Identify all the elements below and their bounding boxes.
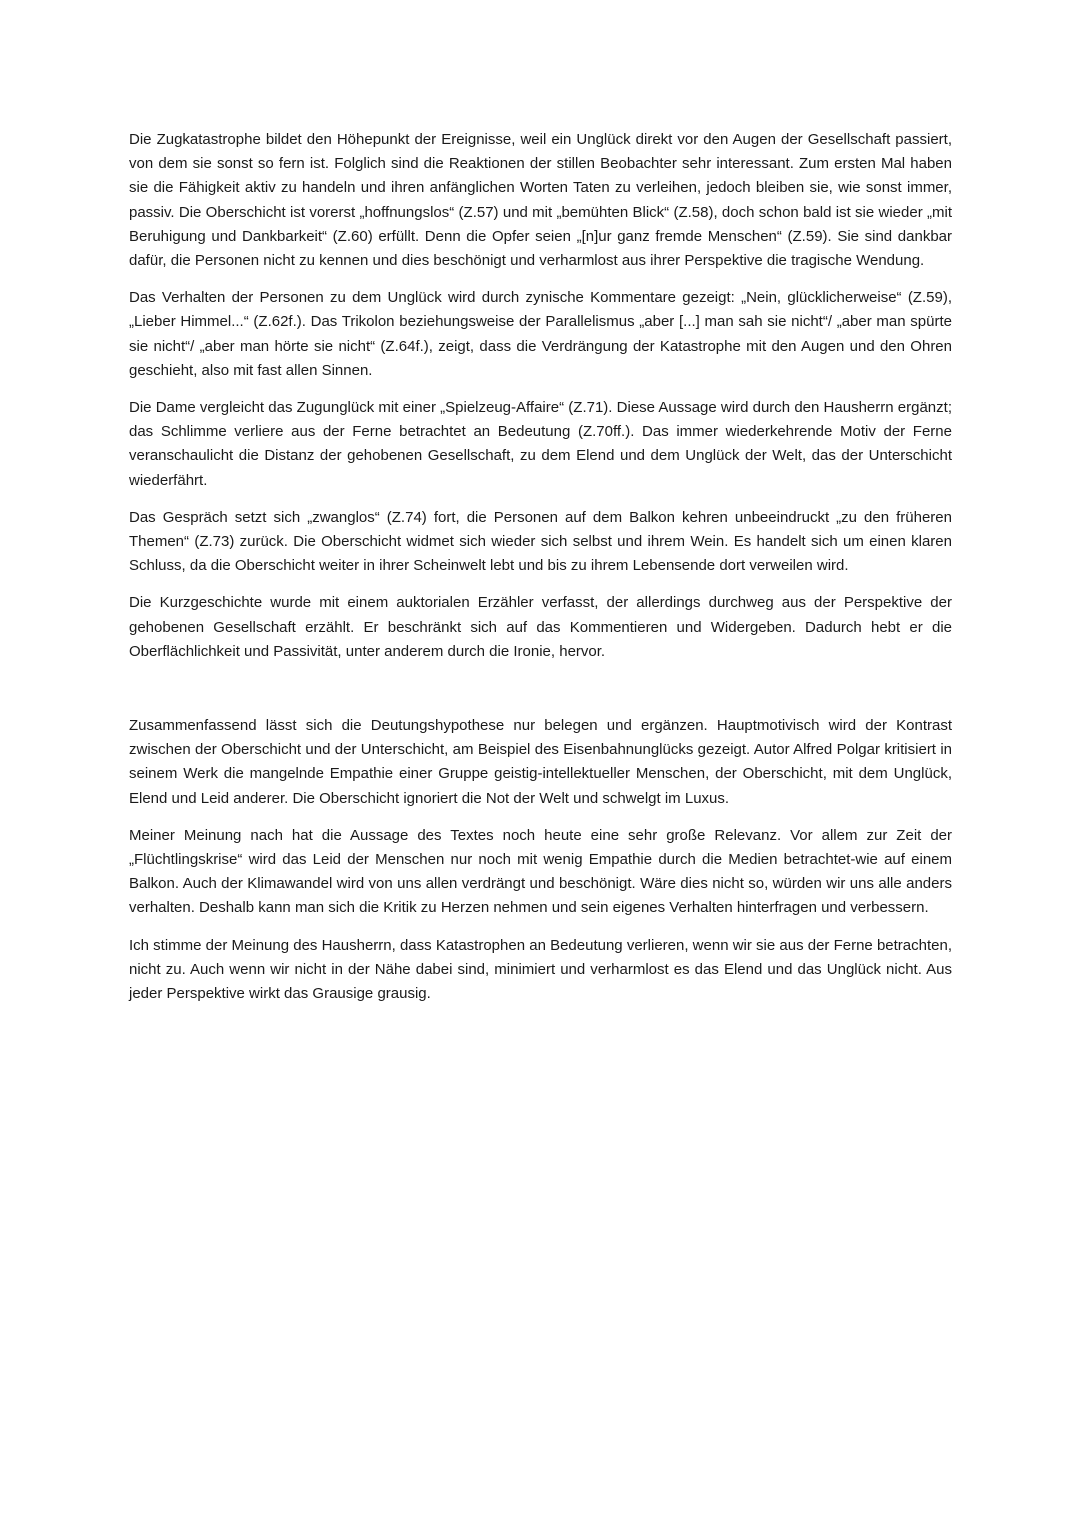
paragraph-narrator: Die Kurzgeschichte wurde mit einem auktorialen Erzähler verfasst, der allerdings durchweg aus der Perspektive der gehobenen Gesellschaft erzählt. Er beschränkt sich auf das Kommentieren und Widergeben. Dadurch hebt er die Oberflächlichkeit und Passivität, unter anderem durch die Ironie, hervor. [129, 594, 952, 660]
paragraph-train-catastrophe: Die Zugkatastrophe bildet den Höhepunkt der Ereignisse, weil ein Unglück direkt vor den Augen der Gesellschaft passiert, von dem sie sonst so fern ist. Folglich sind die Reaktionen der stillen Beobachter sehr interessant. Zum ersten Mal haben sie die Fähigkeit aktiv zu handeln und ihren anfänglichen Worten Taten zu verleihen, jedoch bleiben sie, wie sonst immer, passiv. Die Oberschicht ist vorerst „hoffnungslos“ (Z.57) und mit „bemühten Blick“ (Z.58), doch schon bald ist sie wieder „mit Beruhigung und Dankbarkeit“ (Z.60) erfüllt. Denn die Opfer seien „[n]ur ganz fremde Menschen“ (Z.59). Sie sind dankbar dafür, die Personen nicht zu kennen und dies beschönigt und verharmlost aus ihrer Perspektive die tragische Wendung. [129, 131, 952, 270]
paragraph-toy-affair: Die Dame vergleicht das Zugunglück mit einer „Spielzeug-Affaire“ (Z.71). Diese Aussage wird durch den Hausherrn ergänzt; das Schlimme verliere aus der Ferne betrachtet an Bedeutung (Z.70ff.). Das immer wiederkehrende Motiv der Ferne veranschaulicht die Distanz der gehobenen Gesellschaft, zu dem Elend und dem Unglück der Welt, das der Unterschicht wiederfährt. [129, 399, 952, 489]
document-body [129, 128, 952, 1019]
paragraph-opinion-relevance: Meiner Meinung nach hat die Aussage des Textes noch heute eine sehr große Relevanz. Vor allem zur Zeit der „Flüchtlingskrise“ wird das Leid der Menschen nur noch mit wenig Empathie durch die Medien betrachtet-wie auf einem Balkon. Auch der Klimawandel wird von uns allen verdrängt und beschönigt. Wäre dies nicht so, würden wir uns alle anders verhalten. Deshalb kann man sich die Kritik zu Herzen nehmen und sein eigenes Verhalten hinterfragen und verbessern. [129, 826, 952, 917]
paragraph-summary: Zusammenfassend lässt sich die Deutungshypothese nur belegen und ergänzen. Hauptmotivisch wird der Kontrast zwischen der Oberschicht und der Unterschicht, am Beispiel des Eisenbahnunglücks gezeigt. Autor Alfred Polgar kritisiert in seinem Werk die mangelnde Empathie einer Gruppe geistig-intellektueller Menschen, der Oberschicht, mit dem Unglück, Elend und Leid anderer. Die Oberschicht ignoriert die Not der Welt und schwelgt im Luxus. [129, 717, 952, 807]
paragraph-conversation-continues: Das Gespräch setzt sich „zwanglos“ (Z.74) fort, die Personen auf dem Balkon kehren unbeeindruckt „zu den früheren Themen“ (Z.73) zurück. Die Oberschicht widmet sich wieder sich selbst und ihrem Wein. Es handelt sich um einen klaren Schluss, da die Oberschicht weiter in ihrer Scheinwelt lebt und bis zu ihrem Lebensende dort verweilen wird. [129, 508, 952, 575]
paragraph-cynical-comments: Das Verhalten der Personen zu dem Unglück wird durch zynische Kommentare gezeigt: „Nein, glücklicherweise“ (Z.59), „Lieber Himmel...“ (Z.62f.). Das Trikolon beziehungsweise der Parallelismus „aber [...] man sah sie nicht“/ „aber man spürte sie nicht“/ „aber man hörte sie nicht“ (Z.64f.), zeigt, dass die Verdrängung der Katastrophe mit den Augen und den Ohren geschieht, also mit fast allen Sinnen. [129, 289, 952, 379]
paragraph-opinion-host: Ich stimme der Meinung des Hausherrn, dass Katastrophen an Bedeutung verlieren, wenn wir sie aus der Ferne betrachten, nicht zu. Auch wenn wir nicht in der Nähe dabei sind, minimiert und verharmlost es das Elend und das Unglück nicht. Aus jeder Perspektive wirkt das Grausige grausig. [129, 936, 952, 1003]
